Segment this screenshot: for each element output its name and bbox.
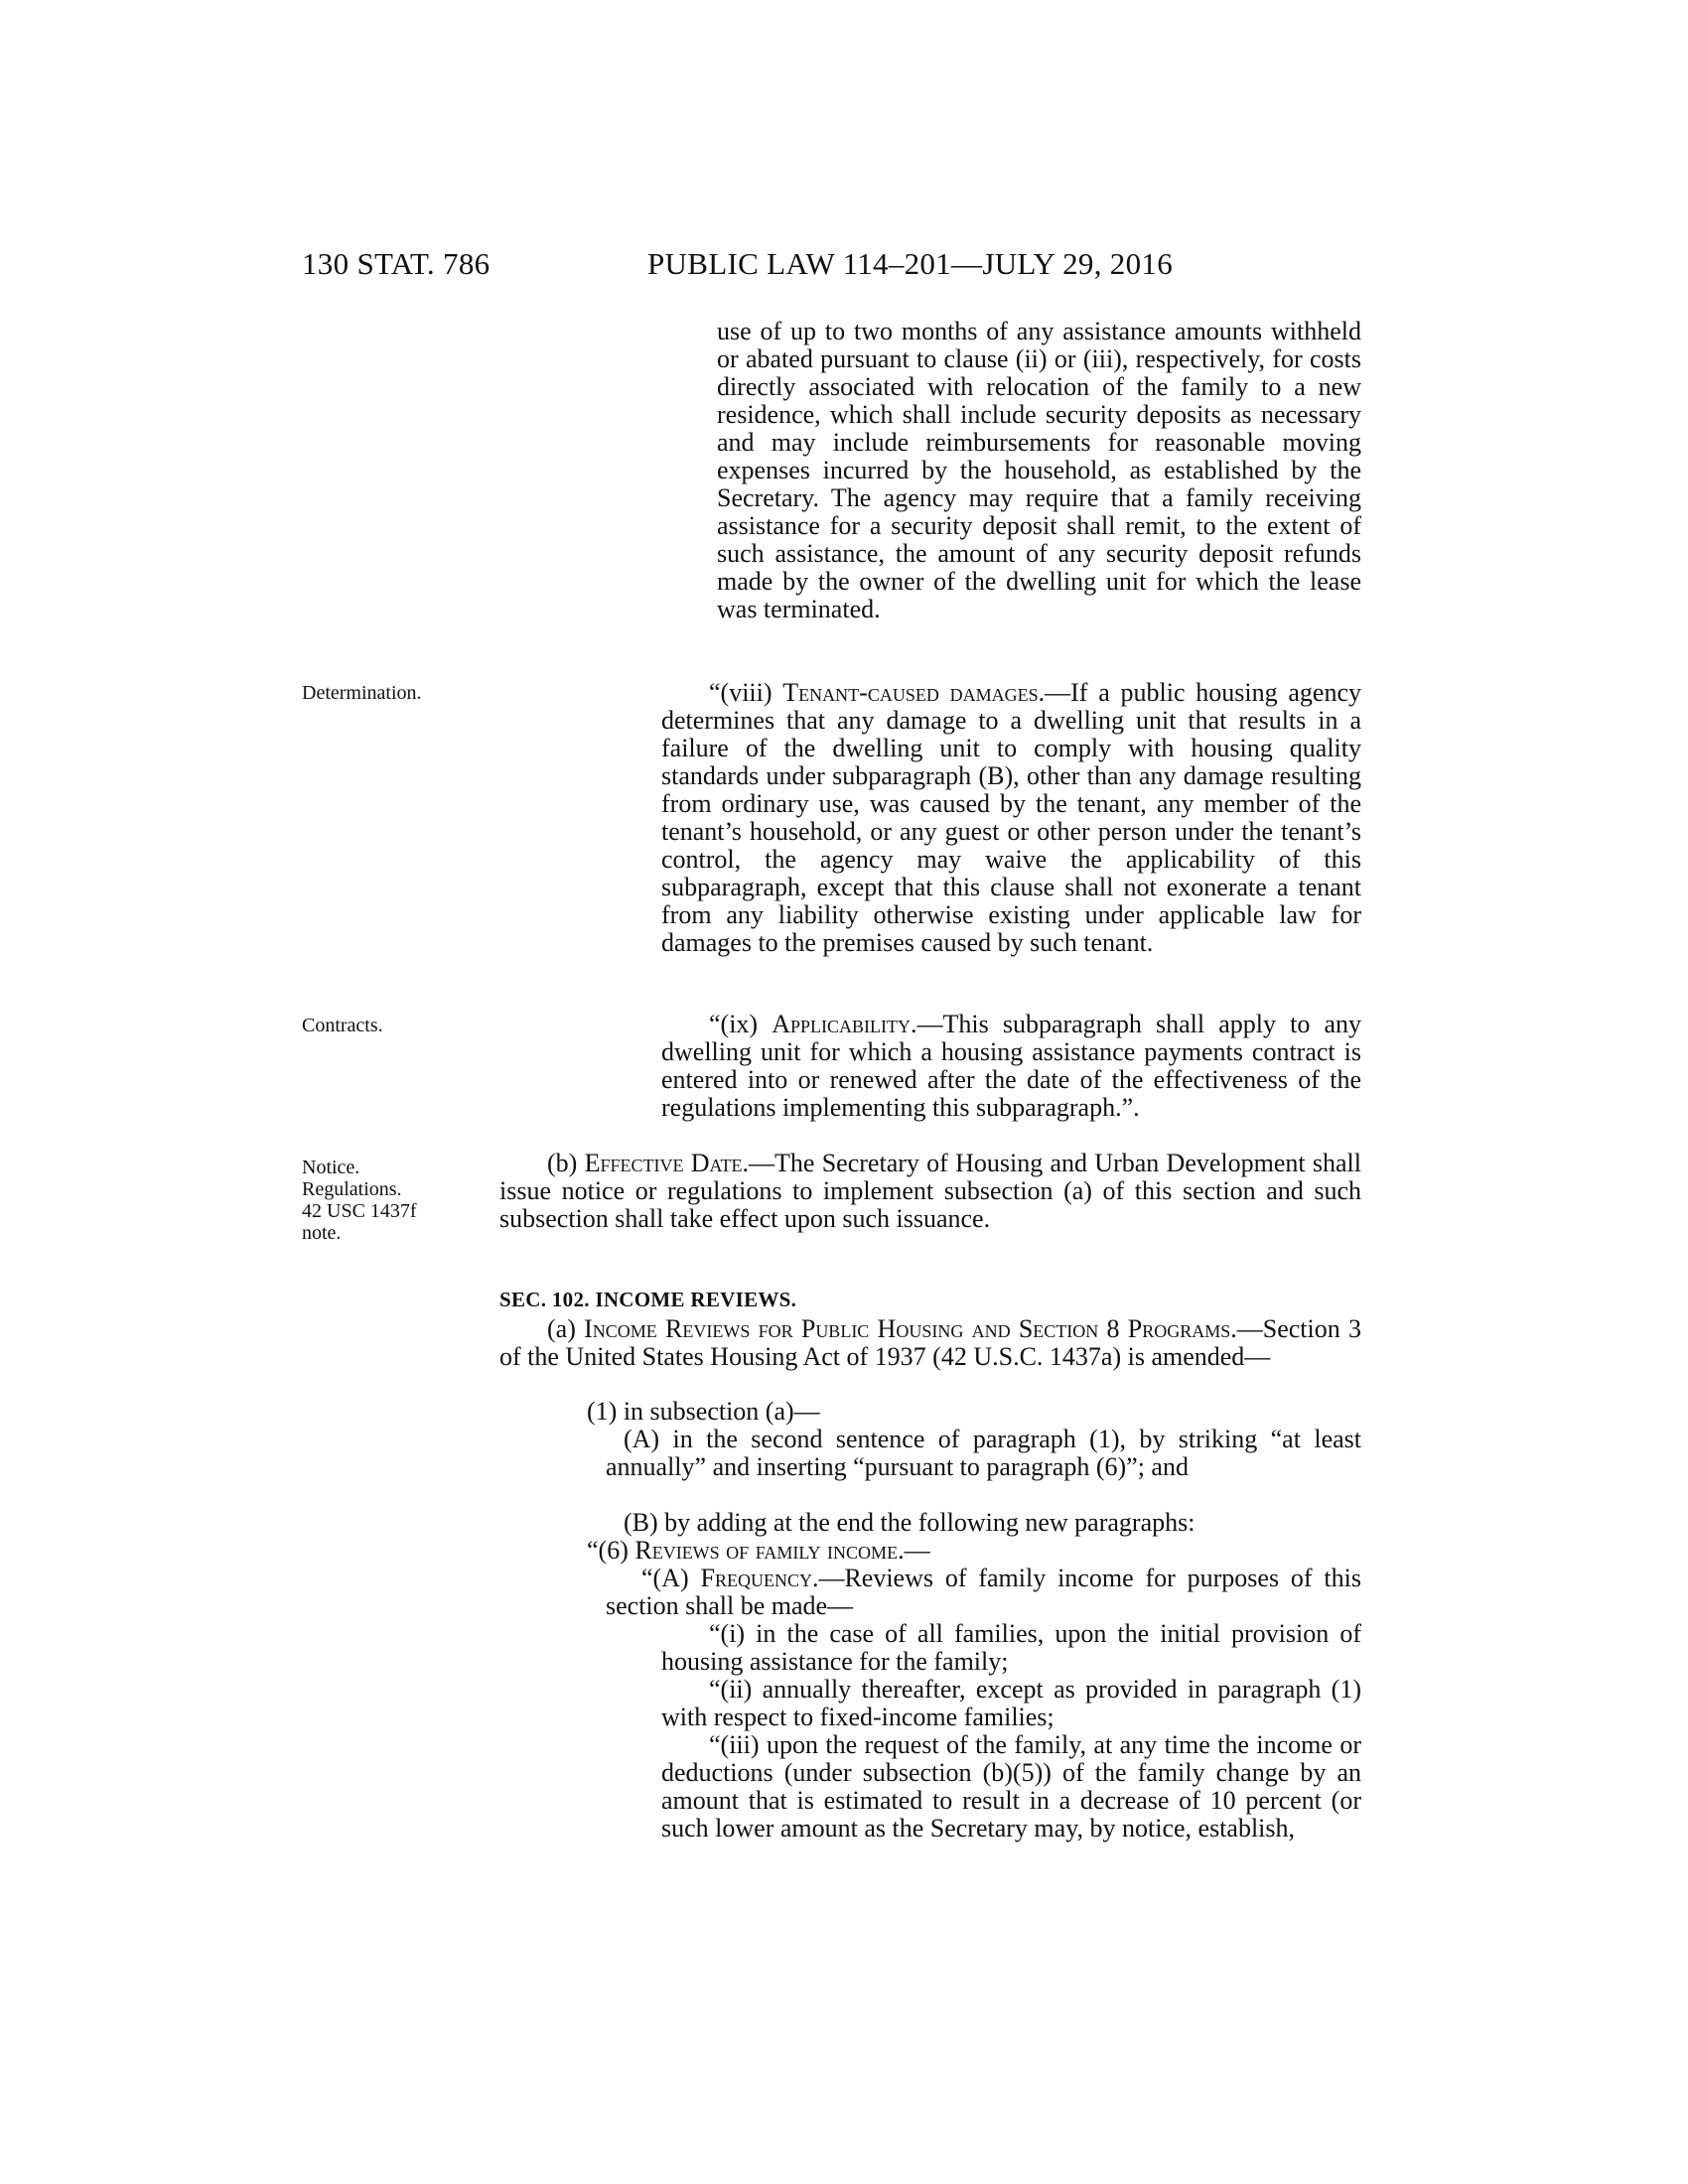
- section-heading: SEC. 102. INCOME REVIEWS.: [499, 1288, 797, 1311]
- paragraph-1: (1) in subsection (a)—: [587, 1397, 820, 1426]
- subsection-b: (b) Effective Date.—The Secretary of Housing and Urban Development shall issue notice or regulations to implement subsection (a) of this section and such subsection shall take effect upon such issuance.: [499, 1149, 1361, 1233]
- paragraph-6-heading: Reviews of family income: [634, 1536, 899, 1565]
- clause-viii-heading: Tenant-caused damages: [782, 678, 1039, 707]
- clause-ix-heading: Applicability: [772, 1010, 911, 1038]
- subsection-b-heading: Effective Date: [584, 1149, 743, 1177]
- margin-note-determination: Determination.: [302, 682, 422, 704]
- subparagraph-frequency: “(A) Frequency.—Reviews of family income for purposes of this section shall be made—: [606, 1564, 1361, 1620]
- margin-note-contracts: Contracts.: [302, 1015, 383, 1036]
- subsection-a-heading: Income Reviews for Public Housing and Section 8 Programs: [584, 1314, 1231, 1343]
- page-stat-citation: 130 STAT. 786: [302, 246, 491, 281]
- clause-i: “(i) in the case of all families, upon the initial provision of housing assistance for the family;: [661, 1619, 1361, 1676]
- margin-note-usc: 42 USC 1437f: [302, 1200, 417, 1222]
- page-header-title: PUBLIC LAW 114–201—JULY 29, 2016: [647, 246, 1174, 281]
- clause-ix: “(ix) Applicability.—This subparagraph shall apply to any dwelling unit for which a housing assistance payments contract is entered into or renewed after the date of the effectiveness of the regulations implementing this subparagraph.”.: [661, 1010, 1361, 1122]
- paragraph-6: “(6) Reviews of family income.—: [587, 1536, 930, 1565]
- clause-ii: “(ii) annually thereafter, except as provided in paragraph (1) with respect to fixed-income families;: [661, 1675, 1361, 1731]
- margin-note-note: note.: [302, 1222, 342, 1244]
- subsection-a: (a) Income Reviews for Public Housing and Section 8 Programs.—Section 3 of the United States Housing Act of 1937 (42 U.S.C. 1437a) is amended—: [499, 1314, 1361, 1371]
- clause-iii: “(iii) upon the request of the family, at any time the income or deductions (under subsection (b)(5)) of the family change by an amount that is estimated to result in a decrease of 10 percent (or such lower amount as the Secretary may, by notice, establish,: [661, 1730, 1361, 1843]
- frequency-heading: Frequency: [700, 1564, 812, 1592]
- margin-note-regulations: Regulations.: [302, 1178, 402, 1200]
- clause-vii-continuation: use of up to two months of any assistance amounts withheld or abated pursuant to clause (ii) or (iii), respectively, for costs directly associated with relocation of the family to a new residence, which shall include security deposits as necessary and may include reimbursements for reasonable moving expenses incurred by the household, as established by the Secretary. The agency may require that a family receiving assistance for a security deposit shall remit, to the extent of such assistance, the amount of any security deposit refunds made by the owner of the dwelling unit for which the lease was terminated.: [717, 317, 1361, 623]
- margin-note-notice-block: [302, 1157, 451, 1244]
- subparagraph-A: (A) in the second sentence of paragraph (1), by striking “at least annually” and inserting “pursuant to paragraph (6)”; and: [606, 1425, 1361, 1481]
- margin-note-notice: Notice.: [302, 1157, 360, 1178]
- clause-viii: “(viii) Tenant-caused damages.—If a public housing agency determines that any damage to a dwelling unit that results in a failure of the dwelling unit to comply with housing quality standards under subparagraph (B), other than any damage resulting from ordinary use, was caused by the tenant, any member of the tenant’s household, or any guest or other person under the tenant’s control, the agency may waive the applicability of this subparagraph, except that this clause shall not exonerate a tenant from any liability otherwise existing under applicable law for damages to the premises caused by such tenant.: [661, 678, 1361, 957]
- subparagraph-B: (B) by adding at the end the following new paragraphs:: [624, 1508, 1196, 1537]
